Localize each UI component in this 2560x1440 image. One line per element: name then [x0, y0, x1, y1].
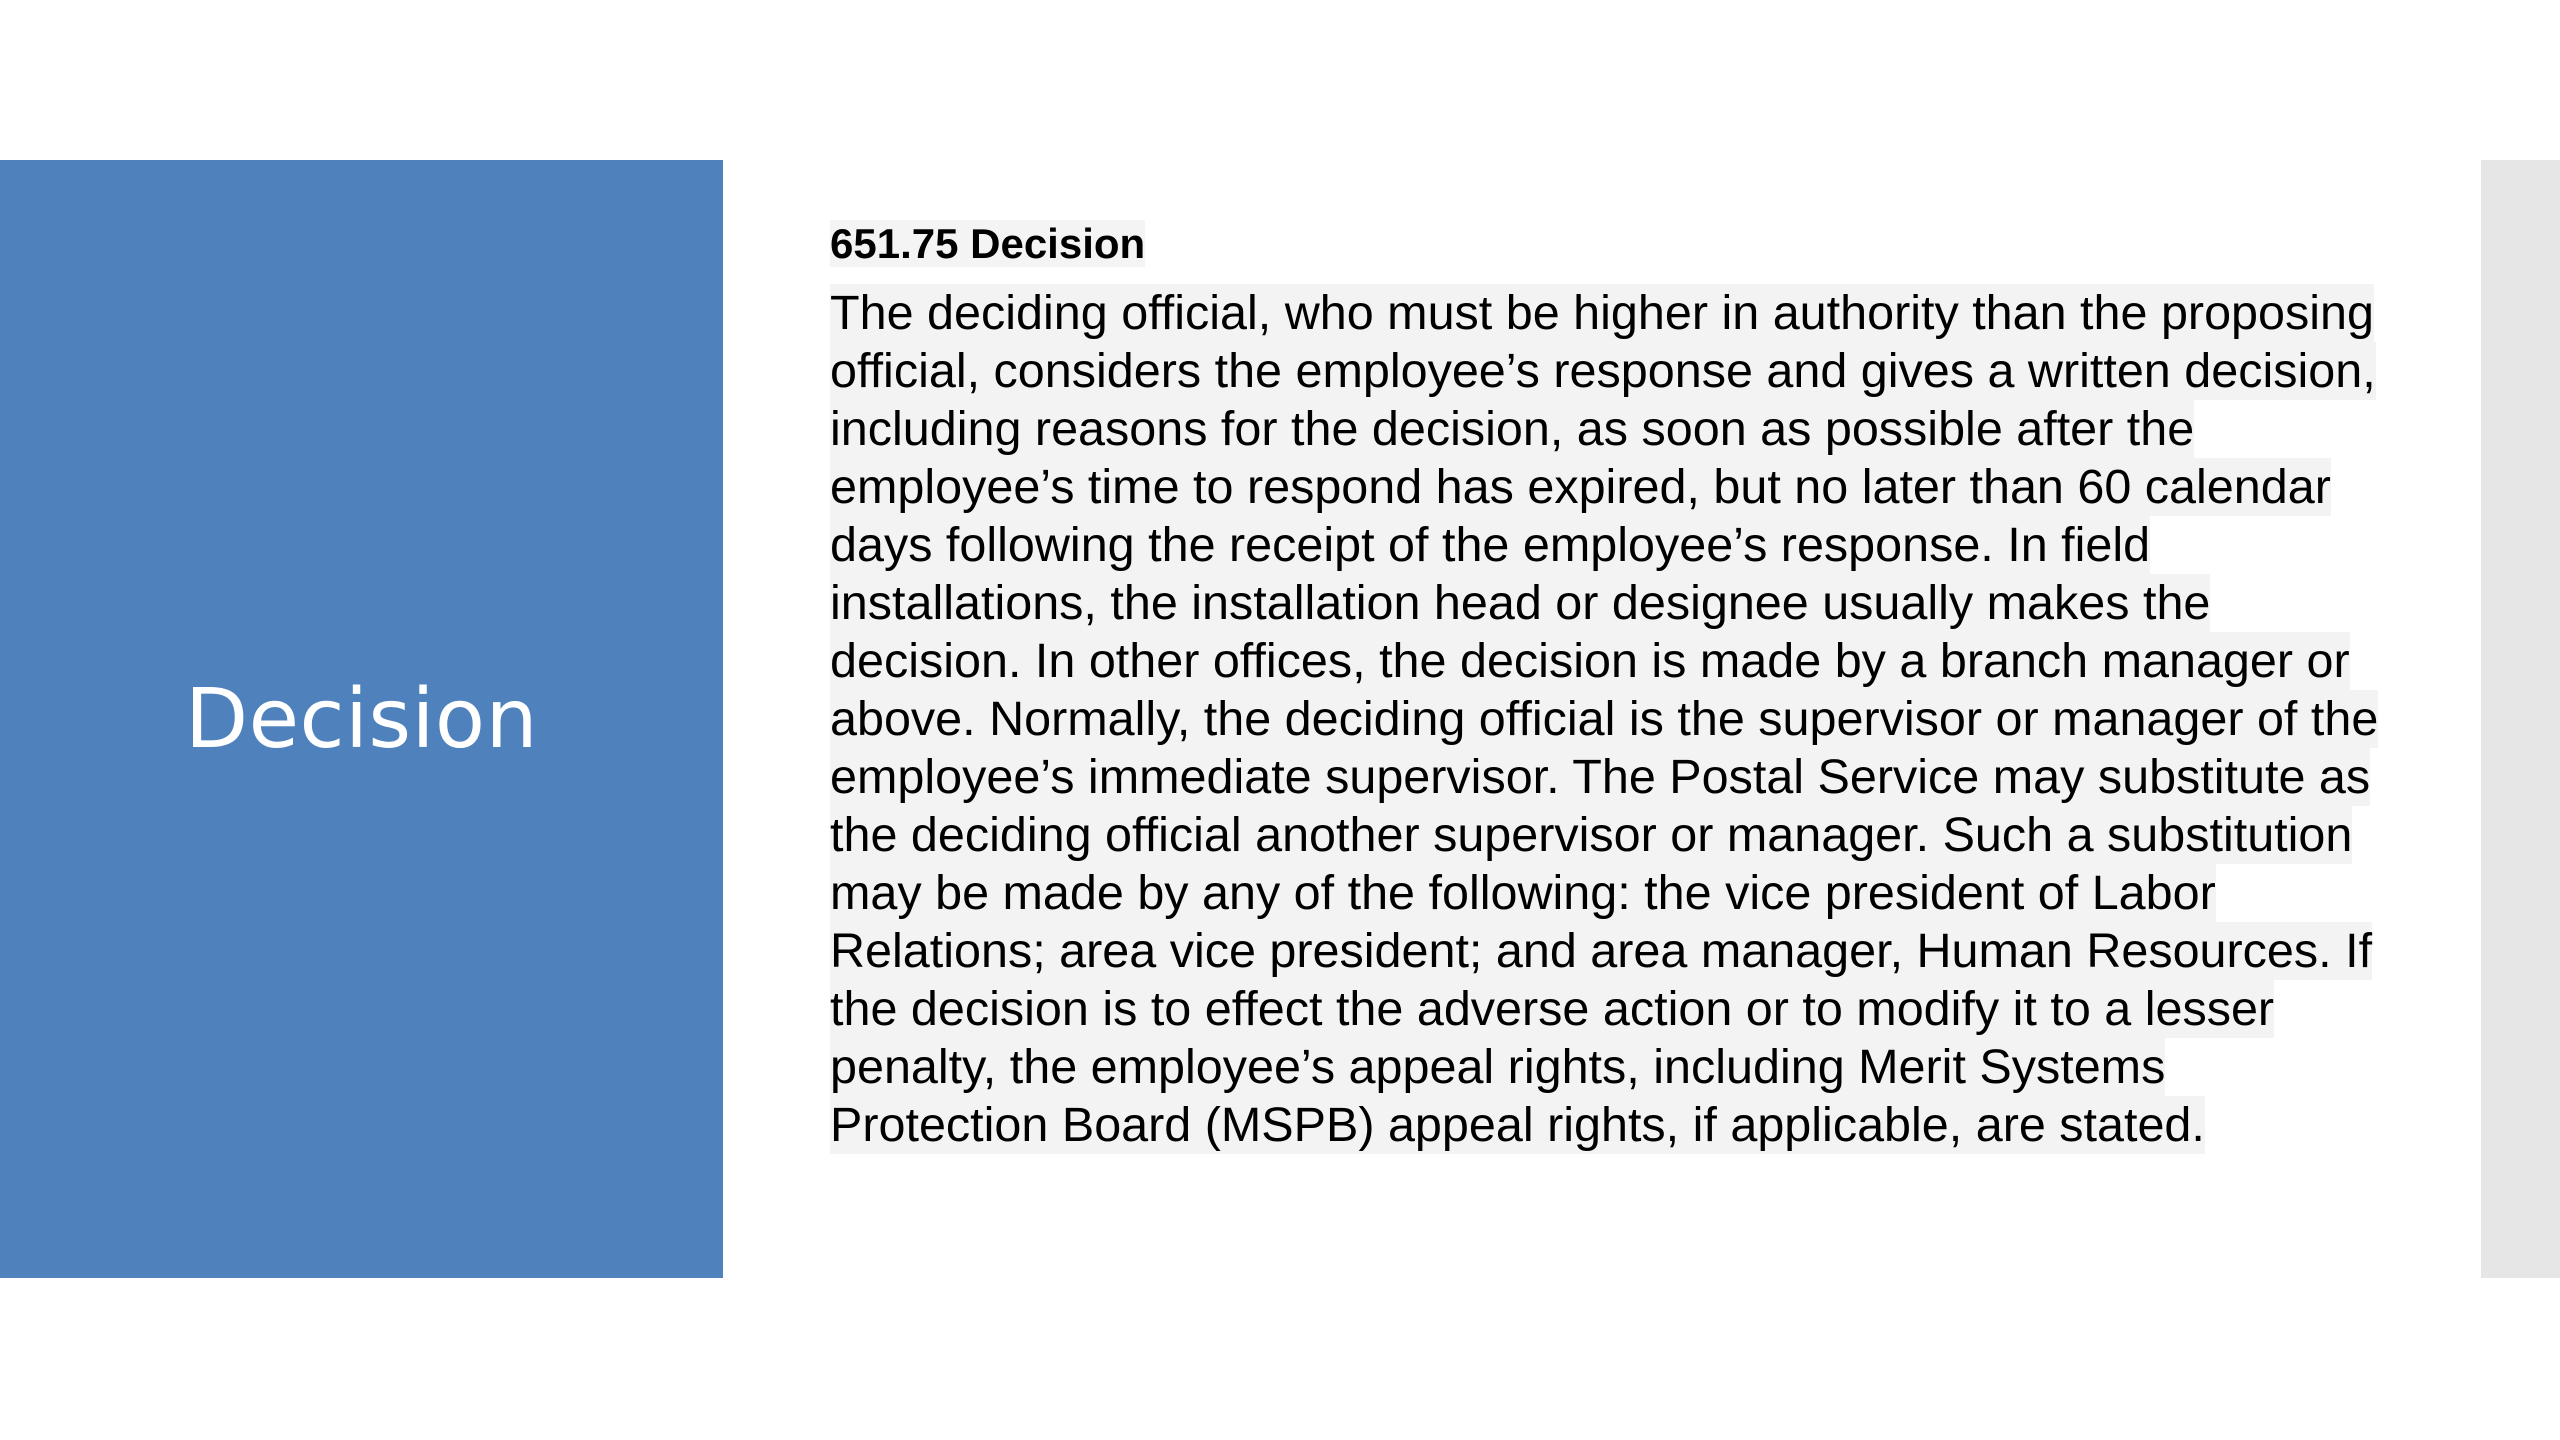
- body-line: penalty, the employee’s appeal rights, including Merit Systems: [830, 1040, 2166, 1094]
- body-line: The deciding official, who must be higher in authority than the proposing: [830, 286, 2374, 340]
- body-line: employee’s immediate supervisor. The Postal Service may substitute as: [830, 750, 2371, 804]
- right-accent-strip: [2481, 160, 2560, 1278]
- section-heading-text: 651.75 Decision: [830, 220, 1146, 267]
- body-line: decision. In other offices, the decision is made by a branch manager or: [830, 634, 2350, 688]
- body-line: official, considers the employee’s response and gives a written decision,: [830, 344, 2376, 398]
- content-area: [830, 212, 2470, 1154]
- body-line: including reasons for the decision, as soon as possible after the: [830, 402, 2195, 456]
- section-heading: [830, 212, 2470, 276]
- body-line: installations, the installation head or designee usually makes the: [830, 576, 2211, 630]
- body-line: employee’s time to respond has expired, but no later than 60 calendar: [830, 460, 2331, 514]
- body-line: may be made by any of the following: the vice president of Labor: [830, 866, 2216, 920]
- title-panel: [0, 160, 723, 1278]
- body-line: above. Normally, the deciding official is the supervisor or manager of the: [830, 692, 2379, 746]
- body-paragraph: [830, 284, 2470, 1154]
- body-line: days following the receipt of the employee’s response. In field: [830, 518, 2151, 572]
- body-line: Relations; area vice president; and area manager, Human Resources. If: [830, 924, 2373, 978]
- body-line: Protection Board (MSPB) appeal rights, if applicable, are stated.: [830, 1098, 2205, 1152]
- body-line: the decision is to effect the adverse action or to modify it to a lesser: [830, 982, 2275, 1036]
- body-line: the deciding official another supervisor or manager. Such a substitution: [830, 808, 2353, 862]
- slide-title: Decision: [184, 671, 539, 767]
